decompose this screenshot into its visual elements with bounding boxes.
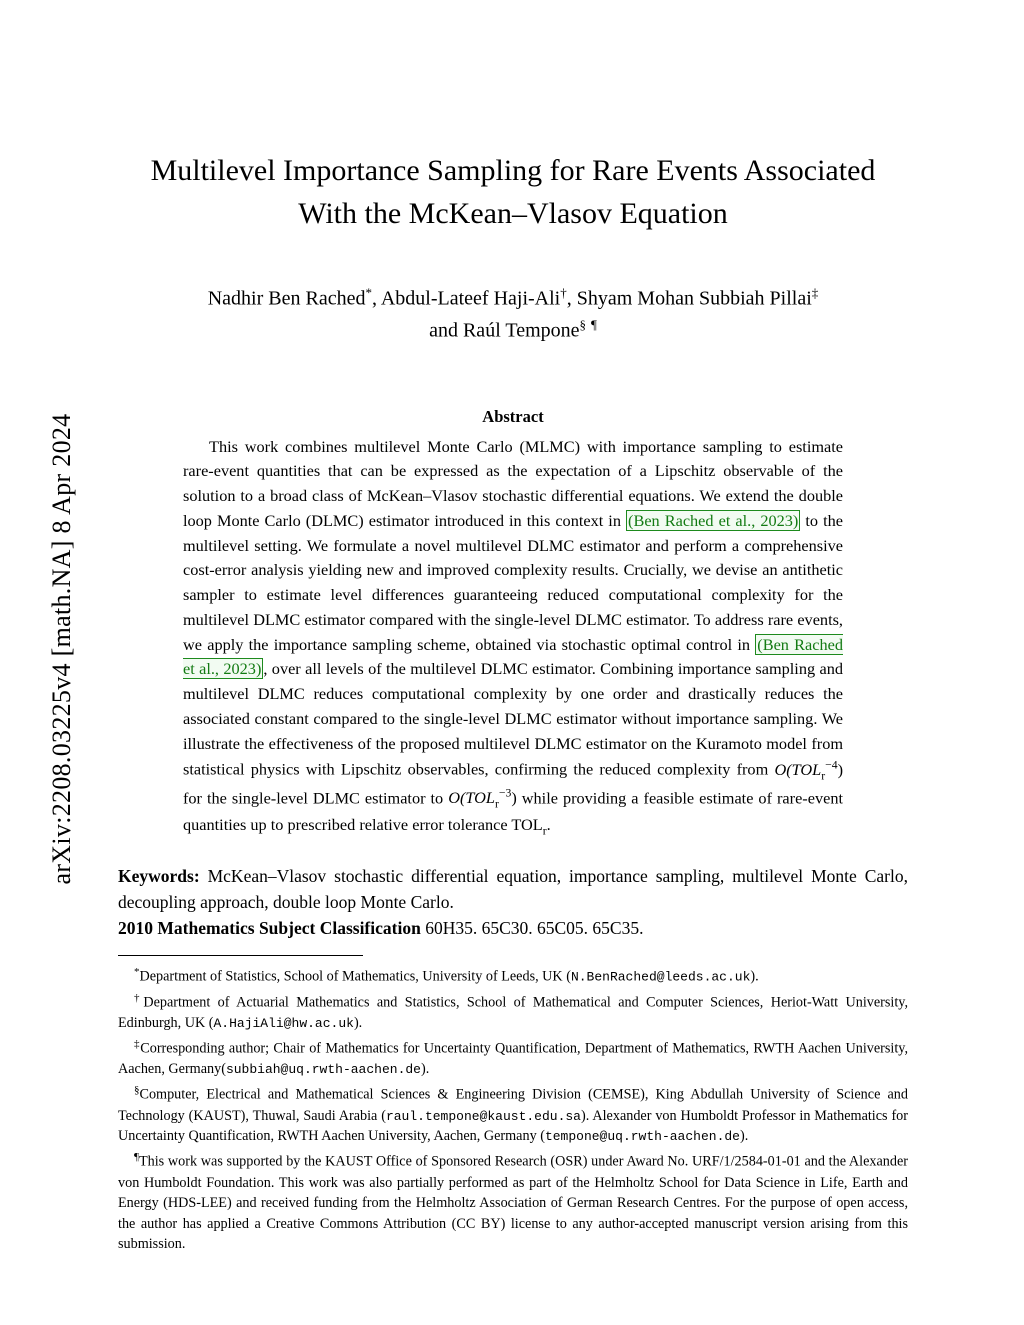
footnote-text-end: ). [750,969,759,986]
author-line-1 [118,283,908,315]
author-footnote-mark-5: ¶ [591,316,597,332]
footnote-item [118,1150,908,1255]
footnote-text-mid: ). Alexander von Humboldt Professor in Mathematics for Uncertainty Quantification, RWTH Aachen University, Aachen, Germany ( [118,1107,908,1145]
footnote-text: Department of Statistics, School of Mathematics, University of Leeds, UK ( [139,969,571,986]
complexity-2-sub: r [494,797,499,811]
abstract-text [183,435,843,841]
msc-line [118,915,908,941]
abstract-part-5: while providing a feasible estimate of rare-event quantities up to prescribed relative error tolerance TOL [183,788,843,835]
footnote-email[interactable]: N.BenRached@leeds.ac.uk [570,970,751,986]
complexity-2-sup: −3 [498,786,512,800]
citation-link-2-label: Ben Rached et al., 2023 [183,634,843,679]
author-footnote-mark-4: § [579,316,587,332]
msc-text: 60H35. 65C30. 65C05. 65C35. [420,918,644,939]
author-footnote-mark-2: † [560,285,567,301]
footnote-email[interactable]: raul.tempone@kaust.edu.sa [385,1108,581,1124]
author-list [118,283,908,346]
footnote-mark: † [134,991,144,1004]
footnote-text-end: ). [420,1061,430,1078]
footnote-item [118,991,908,1034]
footnote-item [118,965,908,988]
citation-link-1[interactable]: (Ben Rached et al., 2023) [628,510,799,530]
abstract-part-2: to the multilevel setting. We formulate a novel multilevel DLMC estimator and perform a comprehensive cost-error analysis yielding new and improved complexity results. Crucially, we devise an antithetic sampler to estimate level differences guaranteeing reduced computational complexity for the multilevel DLMC estimator compared with the single-level DLMC estimator. To address rare events, we apply the importance sampling scheme, obtained via stochastic optimal control in [183,510,844,654]
complexity-expression-1: $O(TOL_r^{-4})$ [774,758,843,783]
keywords-label: Keywords: [118,865,200,886]
title-line-2: With the McKean–Vlasov Equation [298,196,728,230]
abstract-part-5-sub: r [542,824,547,838]
arxiv-identifier-stamp: arXiv:2208.03225v4 [math.NA] 8 Apr 2024 [47,413,76,885]
title-line-1: Multilevel Importance Sampling for Rare Events Associated [150,154,876,187]
citation-link-1-label: Ben Rached et al., 2023 [633,510,793,530]
footnote-email[interactable]: A.HajiAli@hw.ac.uk [213,1016,354,1032]
citation-link-2[interactable]: (Ben Rached et al., 2023) [183,634,843,679]
complexity-1-sup: −4 [825,758,838,772]
page-title [118,150,908,235]
footnote-email-2[interactable]: tempone@uq.rwth-aachen.de [544,1129,740,1145]
footnote-text-end: ). [353,1015,363,1032]
keywords-line [118,863,908,916]
author-line-2 [118,315,908,347]
paper-content [118,0,908,1258]
author-footnote-mark-1: * [365,285,372,301]
footnote-text: Department of Actuarial Mathematics and Statistics, School of Mathematical and Computer Sciences, Heriot-Watt University, Edinburgh, UK ( [118,994,909,1032]
abstract-part-6: . [546,815,551,835]
footnote-mark: ¶ [134,1151,139,1164]
abstract-part-1: This work combines multilevel Monte Carlo (MLMC) with importance sampling to estimate rare-event quantities that can be expressed as the expectation of a Lipschitz observable of the solution to a broad class of McKean–Vlasov stochastic differential equations. We extend the double loop Monte Carlo (DLMC) estimator introduced in this context in [183,436,843,530]
footnote-mark: ‡ [134,1038,141,1051]
complexity-2-text: O(TOL [448,788,495,808]
footnote-text-end: ). [739,1128,749,1145]
author-sep-2: , Shyam Mohan Subbiah Pillai [566,287,812,310]
msc-label: 2010 Mathematics Subject Classification [118,918,421,939]
complexity-1-text: O(TOL [774,759,822,779]
author-nadhir-ben-rached: Nadhir Ben Rached [207,287,366,310]
abstract-heading: Abstract [482,406,544,426]
footnote-item [118,1083,908,1147]
footnote-text: This work was supported by the KAUST Office of Sponsored Research (OSR) under Award No. URF/1/2584-01-01 and the Alexander von Humboldt Foundation. This work was also partially performed as part of the Helmholtz School for Data Science in Life, Earth and Energy (HDS-LEE) and received funding from the Helmholtz Association of German Research Centres. For the purpose of open access, the author has applied a Creative Commons Attribution (CC BY) license to any author-accepted manuscript version arising from this submission. [118,1153,908,1253]
complexity-1-sub: r [821,769,826,783]
footnote-text: Computer, Electrical and Mathematical Sciences & Engineering Division (CEMSE), King Abdullah University of Science and Technology (KAUST), Thuwal, Saudi Arabia ( [118,1086,908,1124]
author-raul-tempone: and Raúl Tempone [429,319,580,342]
footnote-item [118,1037,908,1080]
footnote-email[interactable]: subbiah@uq.rwth-aachen.de [225,1062,421,1078]
footnote-block [118,965,908,1255]
keywords-text: McKean–Vlasov stochastic differential equation, importance sampling, multilevel Monte Carlo, decoupling approach, double loop Monte Carlo. [118,865,908,912]
footnote-mark: * [134,966,140,979]
footnote-divider [118,955,363,956]
author-sep-1: , Abdul-Lateef Haji-Ali [371,287,561,310]
footnote-mark: § [134,1084,140,1097]
abstract-part-3: , over all levels of the multilevel DLMC estimator. Combining importance sampling and multilevel DLMC reduces computational complexity by one order and drastically reduces the associated constant compared to the single-level DLMC estimator without importance sampling. We illustrate the effectiveness of the proposed multilevel DLMC estimator on the Kuramoto model from statistical physics with Lipschitz observables, confirming the reduced complexity from [183,659,843,779]
footnote-text: Corresponding author; Chair of Mathematics for Uncertainty Quantification, Department of Mathematics, RWTH Aachen University, Aachen, Germany( [118,1040,909,1078]
complexity-expression-2: $O(TOL_r^{-3})$ [448,786,517,811]
abstract-part-4: for the single-level DLMC estimator to [183,788,449,808]
author-footnote-mark-3: ‡ [811,285,819,301]
